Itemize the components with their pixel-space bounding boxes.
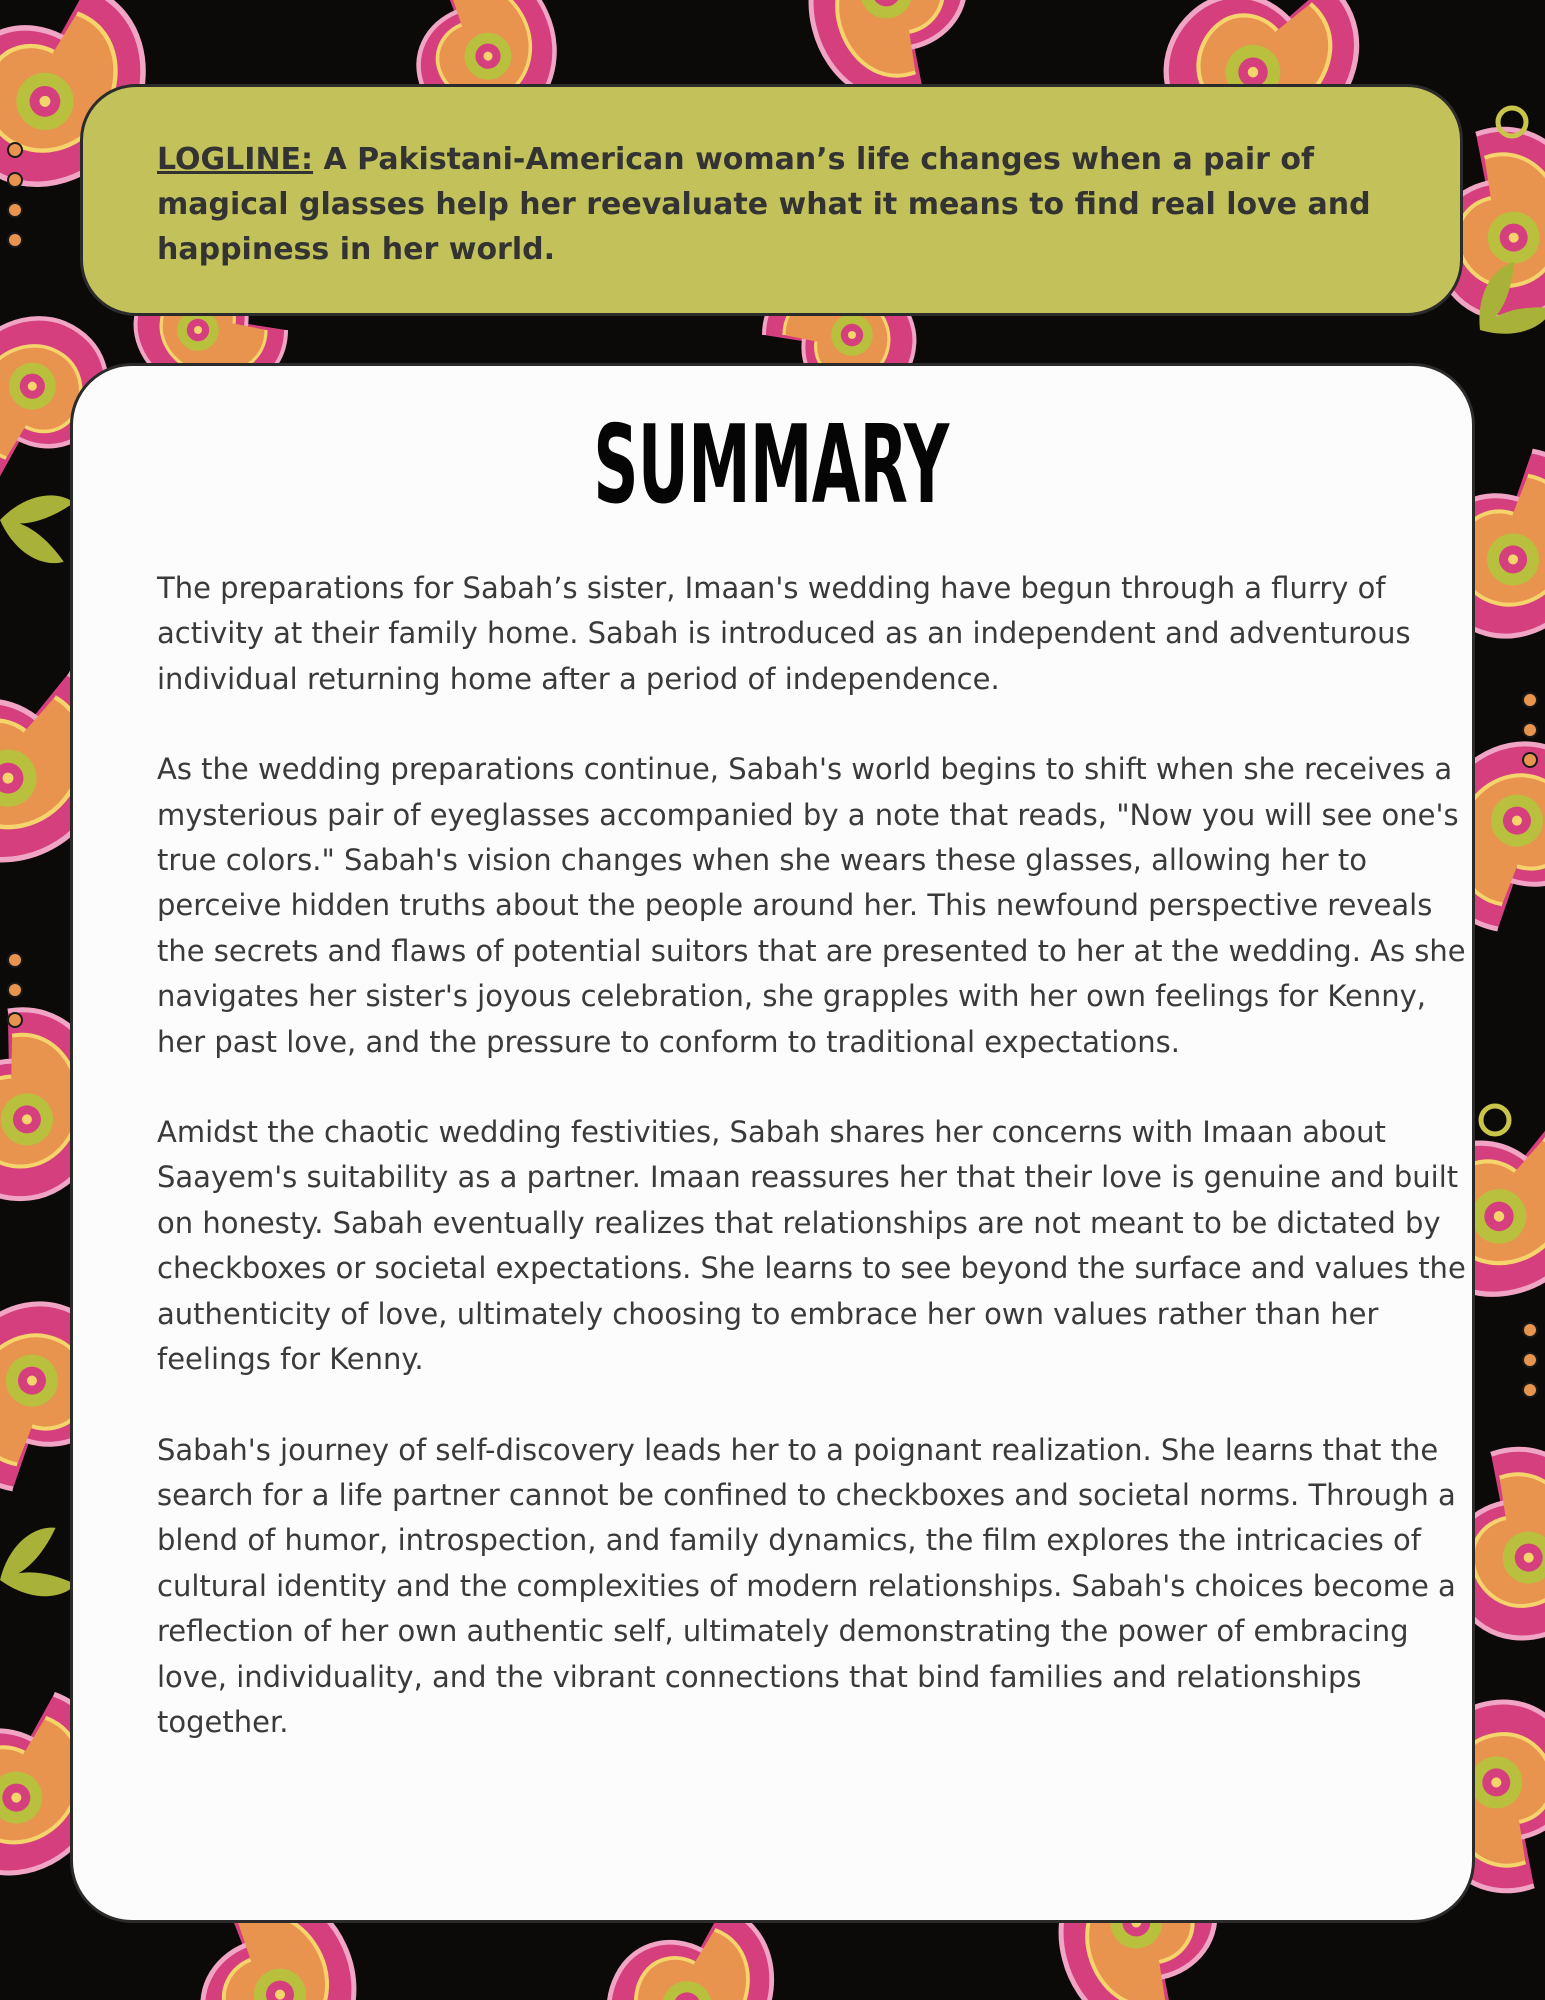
summary-paragraph-1: The preparations for Sabah’s sister, Imaan's wedding have begun through a flurry of activity at their family home. Sabah is introduced as an independent and adventurous individual returning home after a period of independence. (157, 571, 1411, 696)
summary-body (157, 566, 1477, 1790)
logline-label: LOGLINE: (157, 142, 314, 177)
summary-paragraph-3: Amidst the chaotic wedding festivities, Sabah shares her concerns with Imaan about Saayem's suitability as a partner. Imaan reassures her that their love is genuine and built on honesty. Sabah eventually realizes that relationships are not meant to be dictated by checkboxes or societal expectations. She learns to see beyond the surface and values the authenticity of love, ultimately choosing to embrace her own values rather than her feelings for Kenny. (157, 1115, 1466, 1377)
summary-paragraph-4: Sabah's journey of self-discovery leads her to a poignant realization. She learns that the search for a life partner cannot be confined to checkboxes and societal norms. Through a blend of humor, introspection, and family dynamics, the film explores the intricacies of cultural identity and the complexities of modern relationships. Sabah's choices become a reflection of her own authentic self, ultimately demonstrating the power of embracing love, individuality, and the vibrant connections that bind families and relationships together. (157, 1432, 1456, 1739)
summary-paragraph-2: As the wedding preparations continue, Sabah's world begins to shift when she receives a mysterious pair of eyeglasses accompanied by a note that reads, "Now you will see one's true colors." Sabah's vision changes when she wears these glasses, allowing her to perceive hidden truths about the people around her. This newfound perspective reveals the secrets and flaws of potential suitors that are presented to her at the wedding. As she navigates her sister's joyous celebration, she grapples with her own feelings for Kenny, her past love, and the pressure to conform to traditional expectations. (157, 752, 1466, 1059)
summary-title: SUMMARY (593, 403, 949, 528)
logline-text (157, 137, 1386, 272)
logline-box (80, 84, 1463, 316)
logline-body: A Pakistani-American woman’s life changes when a pair of magical glasses help her reevaluate what it means to find real love and happiness in her world. (157, 142, 1371, 267)
summary-box (70, 363, 1475, 1923)
